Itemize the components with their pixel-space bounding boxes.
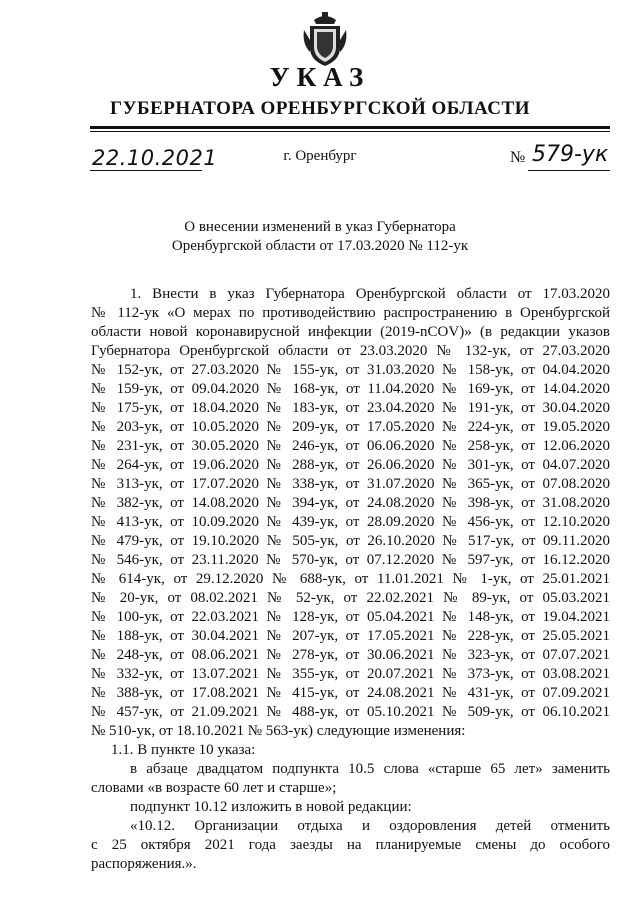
body-line: в абзаце двадцатом подпункта 10.5 слова «старше 65 лет» заменить — [130, 761, 610, 777]
body-line: области новой коронавирусной инфекции (2019-nCOV)» (в редакции указов — [91, 324, 610, 340]
document-subtitle: ГУБЕРНАТОРА ОРЕНБУРГСКОЙ ОБЛАСТИ — [110, 98, 530, 119]
body-line: № 388-ук, от 17.08.2021 № 415-ук, от 24.08.2021 № 431-ук, от 07.09.2021 — [91, 685, 610, 701]
body-line: с 25 октября 2021 года заезды на планируемые смены до особого — [91, 837, 610, 853]
body-line: № 479-ук, от 19.10.2020 № 505-ук, от 26.10.2020 № 517-ук, от 09.11.2020 — [91, 533, 610, 549]
number-underline — [528, 170, 610, 171]
body-line: распоряжения.». — [91, 856, 197, 872]
body-line: № 159-ук, от 09.04.2020 № 168-ук, от 11.04.2020 № 169-ук, от 14.04.2020 — [91, 381, 610, 397]
body-line: № 20-ук, от 08.02.2021 № 52-ук, от 22.02.2021 № 89-ук, от 05.03.2021 — [91, 590, 610, 606]
body-line: № 264-ук, от 19.06.2020 № 288-ук, от 26.06.2020 № 301-ук, от 04.07.2020 — [91, 457, 610, 473]
date-underline — [90, 170, 202, 171]
body-line: № 332-ук, от 13.07.2021 № 355-ук, от 20.07.2021 № 373-ук, от 03.08.2021 — [91, 666, 610, 682]
header-rule-thin — [90, 131, 610, 132]
body-line: № 231-ук, от 30.05.2020 № 246-ук, от 06.06.2020 № 258-ук, от 12.06.2020 — [91, 438, 610, 454]
document-subject — [0, 218, 640, 255]
body-line: № 248-ук, от 08.06.2021 № 278-ук, от 30.06.2021 № 323-ук, от 07.07.2021 — [91, 647, 610, 663]
document-city: г. Оренбург — [283, 148, 357, 164]
coat-of-arms-icon — [300, 10, 350, 68]
document-body — [91, 285, 610, 874]
subject-line: Оренбургской области от 17.03.2020 № 112-ук — [171, 237, 469, 254]
body-line: «10.12. Организации отдыха и оздоровления детей отменить — [130, 818, 610, 834]
body-line: № 546-ук, от 23.11.2020 № 570-ук, от 07.12.2020 № 597-ук, от 16.12.2020 — [91, 552, 610, 568]
body-line: подпункт 10.12 изложить в новой редакции: — [130, 799, 412, 815]
body-line: № 614-ук, от 29.12.2020 № 688-ук, от 11.01.2021 № 1-ук, от 25.01.2021 — [91, 571, 610, 587]
document-date: 22.10.2021 — [92, 146, 218, 170]
body-line: № 313-ук, от 17.07.2020 № 338-ук, от 31.07.2020 № 365-ук, от 07.08.2020 — [91, 476, 610, 492]
body-line: № 510-ук, от 18.10.2021 № 563-ук) следующие изменения: — [91, 723, 466, 739]
body-line: № 152-ук, от 27.03.2020 № 155-ук, от 31.03.2020 № 158-ук, от 04.04.2020 — [91, 362, 610, 378]
body-line: № 203-ук, от 10.05.2020 № 209-ук, от 17.05.2020 № 224-ук, от 19.05.2020 — [91, 419, 610, 435]
body-line: 1.1. В пункте 10 указа: — [111, 742, 256, 758]
body-line: № 175-ук, от 18.04.2020 № 183-ук, от 23.04.2020 № 191-ук, от 30.04.2020 — [91, 400, 610, 416]
header-rule-thick — [90, 126, 610, 129]
body-line: № 413-ук, от 10.09.2020 № 439-ук, от 28.09.2020 № 456-ук, от 12.10.2020 — [91, 514, 610, 530]
body-line: № 188-ук, от 30.04.2021 № 207-ук, от 17.05.2021 № 228-ук, от 25.05.2021 — [91, 628, 610, 644]
number-sign: № — [510, 149, 526, 166]
body-line: словами «в возрасте 60 лет и старше»; — [91, 780, 337, 796]
body-line: № 100-ук, от 22.03.2021 № 128-ук, от 05.04.2021 № 148-ук, от 19.04.2021 — [91, 609, 610, 625]
subject-line: О внесении изменений в указ Губернатора — [184, 219, 456, 235]
body-line: 1. Внести в указ Губернатора Оренбургской области от 17.03.2020 — [130, 286, 610, 302]
body-line: № 112-ук «О мерах по противодействию распространению в Оренбургской — [91, 305, 610, 321]
body-line: Губернатора Оренбургской области от 23.03.2020 № 132-ук, от 27.03.2020 — [91, 343, 610, 359]
body-line: № 457-ук, от 21.09.2021 № 488-ук, от 05.10.2021 № 509-ук, от 06.10.2021 — [91, 704, 610, 720]
body-line: № 382-ук, от 14.08.2020 № 394-ук, от 24.08.2020 № 398-ук, от 31.08.2020 — [91, 495, 610, 511]
document-title: УКАЗ — [269, 62, 371, 92]
document-number: 579-ук — [532, 142, 609, 167]
